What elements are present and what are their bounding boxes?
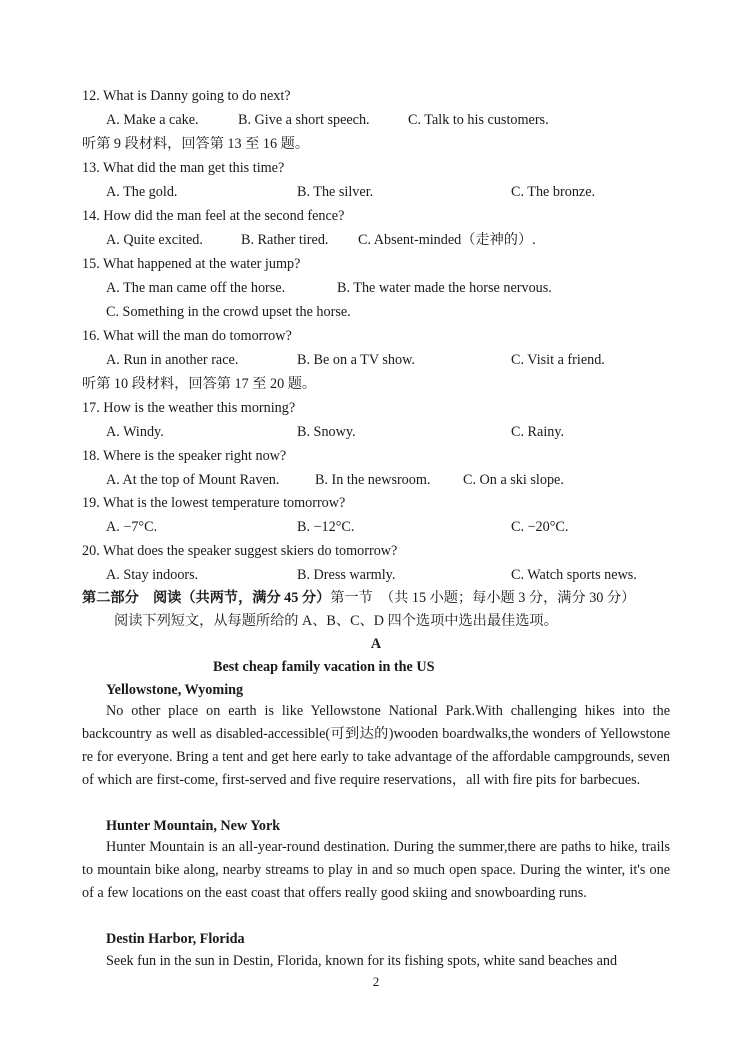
question-12-option-b: B. Give a short speech. [238, 112, 370, 128]
instruction-passage-10: 听第 10 段材料，回答第 17 至 20 题。 [82, 376, 317, 392]
question-12-option-c: C. Talk to his customers. [408, 112, 549, 128]
question-14-option-c: C. Absent-minded（走神的）. [358, 232, 536, 248]
paragraph-hunter-mountain [82, 836, 670, 905]
paragraph-yellowstone-text: No other place on earth is like Yellowstone National Park.With challenging hikes into the backcountry as well as disabled-accessible(可到达的)wooden boardwalks,the wonders of Yellowstone re for everyone. Bring a tent and get here early to take advantage of the affordable campgrounds, seven of which are first-come, first-served and five require reservations，all with fire pits for barbecues. [82, 703, 670, 788]
page-number: 2 [372, 974, 380, 989]
question-13-option-b: B. The silver. [297, 184, 374, 200]
section-heading-destin-harbor: Destin Harbor, Florida [106, 931, 245, 947]
question-16-stem: 16. What will the man do tomorrow? [82, 328, 292, 344]
question-16-option-b: B. Be on a TV show. [297, 352, 415, 368]
question-17-option-b: B. Snowy. [297, 424, 356, 440]
section-one-title: 第一节 （共 15 小题；每小题 3 分，满分 30 分） [330, 590, 636, 606]
paragraph-hunter-mountain-text: Hunter Mountain is an all-year-round destination. During the summer,there are paths to hike, trails to mountain bike along, nearby streams to play in and so much open space. During the winter, it's one of a few locations on the east coast that offers really good skiing and snowboarding runs. [82, 839, 670, 901]
question-16-option-a: A. Run in another race. [106, 352, 239, 368]
section-heading-hunter-mountain: Hunter Mountain, New York [106, 818, 281, 834]
question-15-stem: 15. What happened at the water jump? [82, 256, 301, 272]
question-14-option-b: B. Rather tired. [241, 232, 329, 248]
question-17-option-a: A. Windy. [106, 424, 164, 440]
question-15-option-b: B. The water made the horse nervous. [337, 280, 552, 296]
part-two-title: 第二部分 阅读（共两节，满分 45 分） [82, 590, 331, 606]
question-13-option-c: C. The bronze. [511, 184, 596, 200]
question-20-option-b: B. Dress warmly. [297, 567, 396, 583]
question-15-option-a: A. The man came off the horse. [106, 280, 286, 296]
question-13-option-a: A. The gold. [106, 184, 178, 200]
question-18-stem: 18. Where is the speaker right now? [82, 448, 287, 464]
question-18-option-b: B. In the newsroom. [315, 472, 431, 488]
paragraph-yellowstone [82, 700, 670, 792]
question-16-option-c: C. Visit a friend. [511, 352, 605, 368]
paragraph-destin-harbor-text: Seek fun in the sun in Destin, Florida, known for its fishing spots, white sand beaches and [106, 953, 618, 969]
question-12-option-a: A. Make a cake. [106, 112, 199, 128]
question-17-option-c: C. Rainy. [511, 424, 565, 440]
question-14-stem: 14. How did the man feel at the second fence? [82, 208, 345, 224]
question-17-stem: 17. How is the weather this morning? [82, 400, 296, 416]
question-13-stem: 13. What did the man get this time? [82, 160, 285, 176]
passage-title: Best cheap family vacation in the US [213, 659, 435, 675]
question-18-option-a: A. At the top of Mount Raven. [106, 472, 280, 488]
question-20-option-a: A. Stay indoors. [106, 567, 199, 583]
section-heading-yellowstone: Yellowstone, Wyoming [106, 682, 244, 698]
question-19-option-b: B. −12°C. [297, 519, 355, 535]
question-19-option-a: A. −7°C. [106, 519, 158, 535]
question-18-option-c: C. On a ski slope. [463, 472, 564, 488]
paragraph-destin-harbor [82, 950, 670, 973]
question-19-stem: 19. What is the lowest temperature tomorrow? [82, 495, 346, 511]
instruction-passage-9: 听第 9 段材料，回答第 13 至 16 题。 [82, 136, 310, 152]
part-two-heading [82, 588, 672, 608]
question-12-stem: 12. What is Danny going to do next? [82, 88, 291, 104]
question-14-option-a: A. Quite excited. [106, 232, 203, 248]
question-15-option-c: C. Something in the crowd upset the horse. [106, 304, 351, 320]
passage-letter: A [370, 636, 382, 652]
question-19-option-c: C. −20°C. [511, 519, 569, 535]
question-20-option-c: C. Watch sports news. [511, 567, 637, 583]
question-20-stem: 20. What does the speaker suggest skiers do tomorrow? [82, 543, 398, 559]
reading-instruction: 阅读下列短文，从每题所给的 A、B、C、D 四个选项中选出最佳选项。 [114, 613, 558, 629]
